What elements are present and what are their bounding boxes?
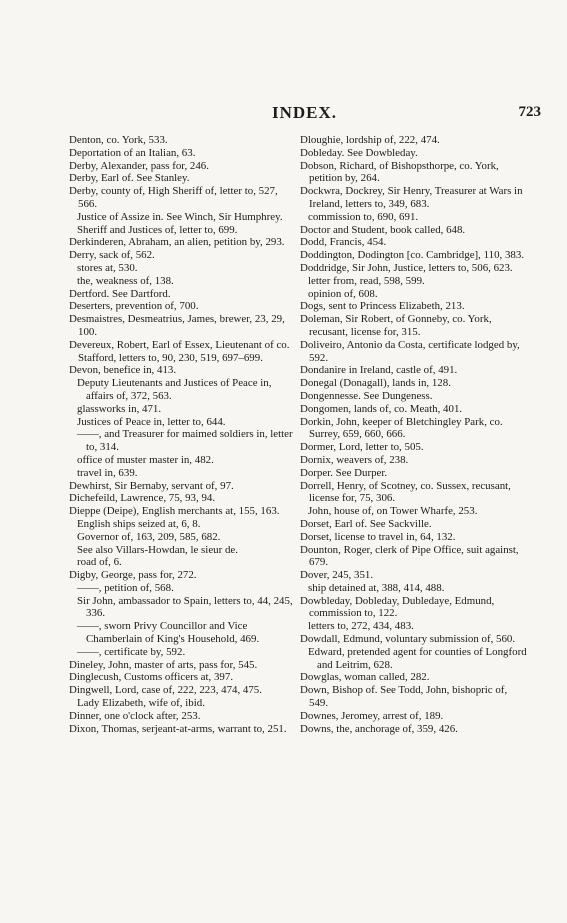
index-entry: Sheriff and Justices of, letter to, 699. [77,223,238,236]
index-entry: Doctor and Student, book called, 648. [300,223,466,236]
index-entry: Doddridge, Sir John, Justice, letters to, 506, 623. [300,261,513,274]
index-entry: Downes, Jeromey, arrest of, 189. [300,709,444,722]
index-entry: Dobleday. See Dowbleday. [300,146,418,159]
index-entry: Derby, county of, High Sheriff of, letter to, 527, 566. [69,185,278,210]
index-entry: Derkinderen, Abraham, an alien, petition by, 293. [69,236,285,249]
index-entry: ship detained at, 388, 414, 488. [308,581,445,594]
index-entry: ——, sworn Privy Councillor and Vice Chamberlain of King's Household, 469. [77,620,260,646]
index-entry: Justices of Peace in, letter to, 644. [77,415,226,428]
index-entry: road of, 6. [77,556,122,569]
index-entry: Dondanire in Ireland, castle of, 491. [300,364,458,377]
index-entry: Dieppe (Deipe), English merchants at, 155, 163. [69,505,280,518]
index-entry: Dorper. See Durper. [300,466,388,479]
index-entry: Dixon, Thomas, serjeant-at-arms, warrant to, 251. [69,722,287,735]
index-entry: Sir John, ambassador to Spain, letters to, 44, 245, 336. [77,594,293,620]
index-entry: ——, certificate by, 592. [77,645,186,658]
index-entry: Dorset, Earl of. See Sackville. [300,517,432,530]
index-entry: Dounton, Roger, clerk of Pipe Office, suit against, 679. [300,543,519,569]
index-entry: Dodd, Francis, 454. [300,236,387,249]
index-entry: Dinglecush, Customs officers at, 397. [69,671,234,684]
index-entry: Dongennesse. See Dungeness. [300,389,433,402]
index-entry: Devon, benefice in, 413. [69,364,177,377]
index-entry: Dowglas, woman called, 282. [300,671,430,684]
index-entry: Dorset, license to travel in, 64, 132. [300,530,456,543]
index-entry: Doleman, Sir Robert, of Gonneby, co. York, recusant, license for, 315. [300,313,492,338]
index-entry: Dorkin, John, keeper of Bletchingley Park, co. Surrey, 659, 660, 666. [300,415,503,441]
index-entry: Dornix, weavers of, 238. [300,453,409,466]
index-entry: glassworks in, 471. [77,402,162,415]
index-entry: Dongomen, lands of, co. Meath, 401. [300,402,463,415]
index-entry: Dloughie, lordship of, 222, 474. [300,134,440,146]
index-entry: Doddington, Dodington [co. Cambridge], 110, 383. [300,249,525,262]
index-entry: Dockwra, Dockrey, Sir Henry, Treasurer at Wars in Ireland, letters to, 349, 683. [300,185,523,210]
index-entry: Dormer, Lord, letter to, 505. [300,441,424,454]
index-entry: Dobson, Richard, of Bishopsthorpe, co. York, petition by, 264. [300,159,499,185]
index-entry: Deserters, prevention of, 700. [69,300,199,313]
index-entry: office of muster master in, 482. [77,453,214,466]
index-entry: English ships seized at, 6, 8. [77,517,201,530]
index-entry: Dowbleday, Dobleday, Dubledaye, Edmund, commission to, 122. [300,594,495,620]
index-entry: Desmaistres, Desmeatrius, James, brewer, 23, 29, 100. [69,313,285,338]
index-entry: Digby, George, pass for, 272. [69,569,197,582]
index-entry: opinion of, 608. [308,287,378,300]
index-entry: Governor of, 163, 209, 585, 682. [77,530,221,543]
index-entry: letter from, read, 598, 599. [308,274,425,287]
index-entry: Donegal (Donagall), lands in, 128. [300,377,451,390]
index-entry: Dowdall, Edmund, voluntary submission of, 560. [300,633,516,646]
index-entry: Dogs, sent to Princess Elizabeth, 213. [300,300,465,313]
index-entry: Dineley, John, master of arts, pass for, 545. [69,658,258,671]
index-entry: ——, petition of, 568. [77,581,174,594]
index-entry: Dichefeild, Lawrence, 75, 93, 94. [69,492,216,505]
index-entry: Deportation of an Italian, 63. [69,146,196,159]
index-entry: John, house of, on Tower Wharfe, 253. [308,505,478,518]
page-number: 723 [518,104,541,120]
index-entry: Dewhirst, Sir Bernaby, servant of, 97. [69,479,234,492]
index-column-left [69,134,297,735]
index-entry: Dorrell, Henry, of Scotney, co. Sussex, recusant, license for, 75, 306. [300,479,511,505]
index-entry: Down, Bishop of. See Todd, John, bishopric of, 549. [300,684,508,710]
index-entry: Devereux, Robert, Earl of Essex, Lieutenant of co. Stafford, letters to, 90, 230, 519, 697–699. [69,338,290,364]
index-column-right [300,134,528,735]
index-entry: letters to, 272, 434, 483. [308,620,414,633]
index-entry: See also Villars-Howdan, le sieur de. [77,543,238,556]
index-entry: Denton, co. York, 533. [69,134,168,146]
index-entry: Derby, Earl of. See Stanley. [69,172,190,185]
index-entry: stores at, 530. [77,261,138,274]
index-entry: Edward, pretended agent for counties of Longford and Leitrim, 628. [308,645,527,671]
index-entry: ——, and Treasurer for maimed soldiers in, letter to, 314. [77,428,293,454]
index-entry: travel in, 639. [77,466,138,479]
page-header [68,103,541,125]
index-entry: Derby, Alexander, pass for, 246. [69,159,209,172]
index-entry: commission to, 690, 691. [308,210,419,223]
index-entry: Deputy Lieutenants and Justices of Peace in, affairs of, 372, 563. [77,377,272,402]
index-entry: Dover, 245, 351. [300,569,374,582]
index-entry: Downs, the, anchorage of, 359, 426. [300,722,458,735]
index-entry: Dinner, one o'clock after, 253. [69,709,201,722]
index-entry: Lady Elizabeth, wife of, ibid. [77,697,205,710]
index-entry: Derry, sack of, 562. [69,249,155,262]
page-title: INDEX. [271,103,338,122]
index-entry: the, weakness of, 138. [77,274,174,287]
index-entry: Dertford. See Dartford. [69,287,171,300]
index-entry: Doliveiro, Antonio da Costa, certificate lodged by, 592. [300,338,520,364]
index-entry: Dingwell, Lord, case of, 222, 223, 474, 475. [69,684,262,697]
index-entry: Justice of Assize in. See Winch, Sir Humphrey. [77,210,283,223]
